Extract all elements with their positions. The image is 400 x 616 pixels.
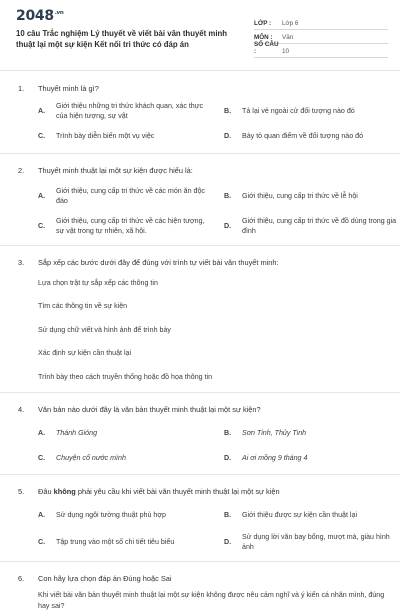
step-item[interactable]: Trình bày theo cách truyền thống hoặc đồ họa thông tin (38, 372, 213, 381)
meta-row-grade (254, 16, 388, 30)
option-text: Giới thiệu, cung cấp tri thức về đồ dùng trong gia đình (242, 216, 397, 235)
question-6 (0, 562, 400, 616)
question-statement: Khi viết bài văn bản thuyết minh thuật lại một sự kiện không được nêu cảm nghĩ và ý kiến cá nhân mình, đúng hay sai? (38, 591, 385, 611)
meta-row-count (254, 41, 388, 58)
option-letter: C. (38, 221, 46, 230)
question-text-post: phải yêu cầu khi viết bài văn thuyết minh thuật lại một sự kiện (75, 487, 280, 497)
document-header (0, 0, 400, 66)
option-c[interactable] (38, 211, 212, 241)
option-text: Giới thiệu, cung cấp tri thức về lễ hội (242, 191, 358, 200)
question-stem (18, 393, 386, 415)
option-c[interactable] (38, 124, 212, 149)
question-text: Thuyết minh là gì? (38, 84, 99, 93)
meta-value: 10 (282, 48, 290, 55)
option-letter: B. (224, 510, 232, 519)
question-stem (18, 475, 386, 497)
meta-key: MÔN : (254, 34, 273, 41)
logo-text: 2048 (16, 8, 54, 24)
option-letter: B. (224, 428, 232, 437)
option-a[interactable] (38, 502, 212, 527)
logo-domain: .vn (54, 10, 64, 17)
option-letter: D. (224, 221, 232, 230)
option-b[interactable] (224, 502, 398, 527)
option-text: Thánh Gióng (56, 428, 98, 437)
question-stem (18, 72, 386, 94)
document-meta (254, 16, 388, 58)
option-letter: D. (224, 453, 232, 462)
option-letter: C. (38, 453, 46, 462)
meta-key: LỚP : (254, 20, 272, 27)
option-text: Trình bày diễn biến một vụ việc (56, 132, 155, 141)
step-item[interactable]: Lựa chọn trật tự sắp xếp các thông tin (38, 278, 158, 287)
question-2 (0, 154, 400, 246)
question-list (0, 72, 400, 616)
option-letter: A. (38, 428, 46, 437)
question-text: Con hãy lựa chọn đáp án Đúng hoặc Sai (38, 574, 172, 584)
option-letter: C. (38, 538, 46, 547)
option-text: Ai ơi mồng 9 tháng 4 (242, 453, 308, 462)
option-letter: B. (224, 107, 232, 116)
option-text: Giới thiệu, cung cấp tri thức về các món ăn độc đáo (56, 186, 205, 205)
question-1 (0, 72, 400, 154)
option-letter: D. (224, 538, 232, 547)
option-letter: A. (38, 107, 46, 116)
question-stem (18, 246, 386, 268)
option-b[interactable] (224, 420, 398, 445)
question-3 (0, 246, 400, 393)
option-text: Chuyện cổ nước mình (56, 453, 126, 462)
step-item[interactable]: Tìm các thông tin về sự kiện (38, 302, 128, 311)
question-stem (18, 562, 386, 584)
option-text: Tả lại vẻ ngoài cử đối tượng nào đó (242, 107, 355, 116)
option-letter: D. (224, 132, 232, 141)
question-text: Văn bản nào dưới đây là văn bản thuyết minh thuật lại một sự kiện? (38, 405, 261, 415)
question-5 (0, 475, 400, 562)
option-letter: A. (38, 510, 46, 519)
option-b[interactable] (224, 181, 398, 211)
option-c[interactable] (38, 445, 212, 470)
option-text: Giới thiệu những tri thức khách quan, xác thực của hiện tượng, sự vật (56, 102, 204, 121)
question-stem (18, 154, 386, 176)
step-item[interactable]: Xác định sự kiện cần thuật lại (38, 349, 132, 358)
option-d[interactable] (224, 211, 398, 241)
question-text: Sắp xếp các bước dưới đây để đúng với trình tự viết bài văn thuyết minh: (38, 257, 279, 267)
question-text-emphasis: không (53, 487, 76, 497)
option-a[interactable] (38, 420, 212, 445)
option-c[interactable] (38, 527, 212, 557)
sortable-steps (18, 271, 386, 389)
option-letter: A. (38, 191, 46, 200)
option-a[interactable] (38, 181, 212, 211)
question-number: 3. (18, 257, 25, 267)
option-text: Giới thiệu được sự kiện cần thuật lại (242, 510, 358, 519)
question-number: 4. (18, 405, 25, 415)
option-text: Sử dụng lời văn bay bổng, mượt mà, giàu hình ảnh (242, 533, 390, 552)
option-text: Tập trung vào một số chi tiết tiêu biểu (56, 538, 175, 547)
option-d[interactable] (224, 124, 398, 149)
question-4 (0, 393, 400, 475)
option-letter: B. (224, 191, 232, 200)
option-d[interactable] (224, 445, 398, 470)
document-title: 10 câu Trắc nghiệm Lý thuyết về viết bài văn thuyết minh thuật lại một sự kiện Kết nối tri thức có đáp án (16, 29, 228, 49)
option-letter: C. (38, 132, 46, 141)
header-divider (0, 70, 400, 71)
answer-options (18, 420, 386, 470)
question-text-pre: Đâu (38, 487, 54, 497)
meta-value: Lớp 6 (282, 20, 299, 27)
meta-key: SỐ CÂU : (254, 41, 279, 55)
option-a[interactable] (38, 99, 212, 124)
question-text (38, 487, 280, 497)
question-number: 6. (18, 574, 25, 584)
option-d[interactable] (224, 527, 398, 557)
option-text: Sơn Tinh, Thủy Tinh (242, 428, 307, 437)
option-text: Bày tỏ quan điểm về đối tượng nào đó (242, 132, 364, 141)
answer-options (18, 181, 397, 241)
option-b[interactable] (224, 99, 398, 124)
answer-options (18, 502, 390, 557)
meta-value: Văn (282, 34, 294, 41)
answer-options (18, 99, 386, 149)
question-text: Thuyết minh thuật lại một sự kiện được hiểu là: (38, 165, 193, 175)
question-number: 2. (18, 165, 25, 175)
option-text: Giới thiệu, cung cấp tri thức về các hiện tượng, sự vật trong tự nhiên, xã hội. (56, 216, 205, 235)
question-number: 1. (18, 84, 25, 93)
option-text: Sử dụng ngôi tường thuật phù hợp (56, 510, 166, 519)
step-item[interactable]: Sử dụng chữ viết và hình ảnh để trình bày (38, 325, 171, 334)
question-number: 5. (18, 487, 25, 497)
